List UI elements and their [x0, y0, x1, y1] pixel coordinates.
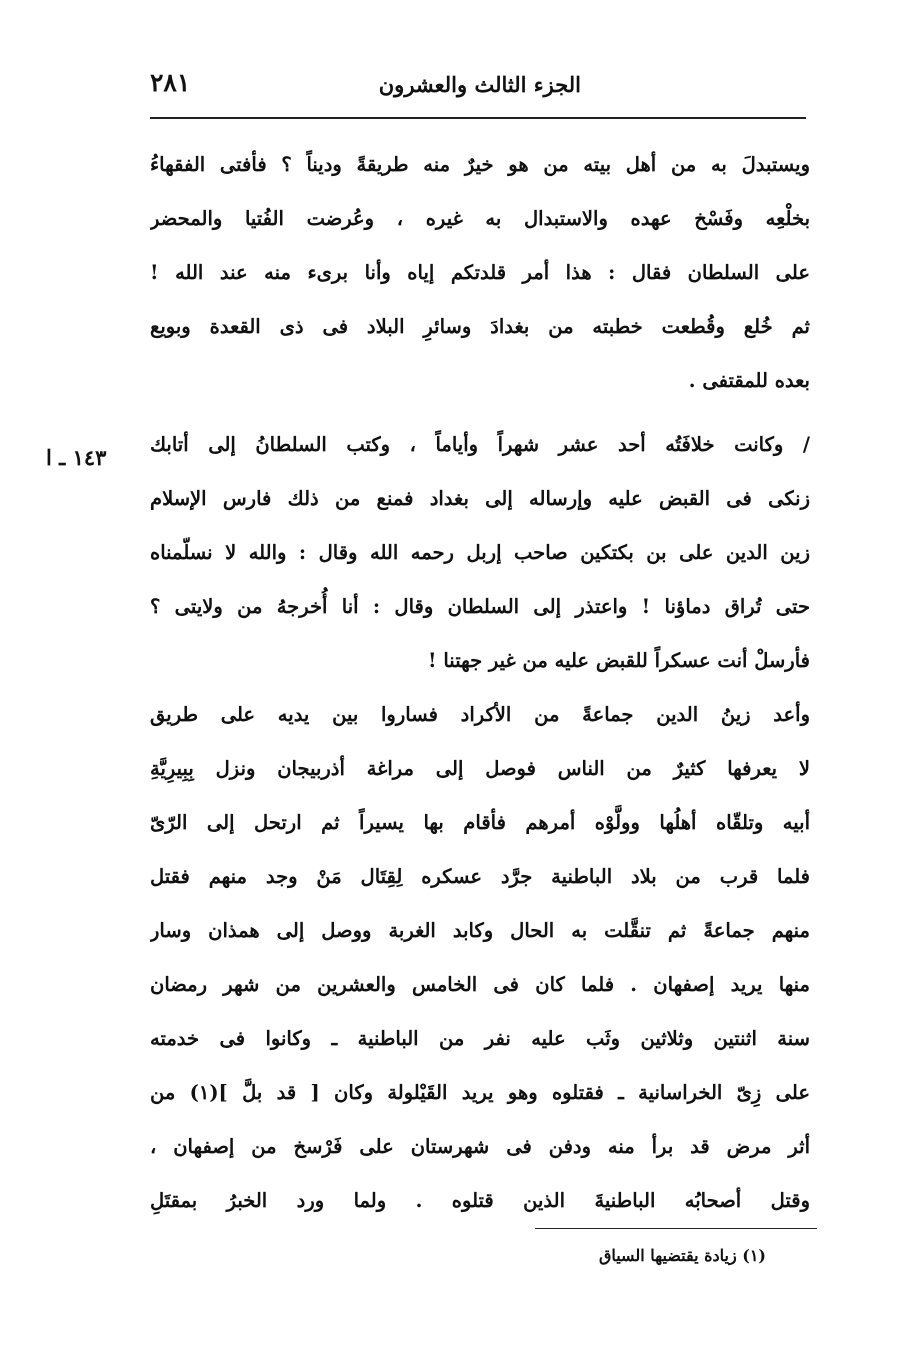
header-rule: [150, 117, 806, 119]
footnote-rule: [535, 1228, 817, 1229]
text-line: حتى تُراق دماؤنا ! واعتذر إلى السلطان وقال : أنا أُخرجهُ من ولايتى ؟: [150, 595, 810, 618]
text-line: سنة اثنتين وثلاثين وثَب عليه نفر من الباطنية ـ وكانوا فى خدمته: [150, 1027, 810, 1050]
text-line: لا يعرفها كثيرٌ من الناس فوصل إلى مراغة أذربيجان ونزل بِبِيرِيَّةِ: [150, 757, 810, 780]
paragraph: [150, 138, 810, 408]
paragraph: [150, 418, 810, 688]
text-line: منهم جماعةً ثم تنقَّلت به الحال وكابد الغربة ووصل إلى همذان وسار: [150, 919, 810, 942]
paragraph-gap: [150, 408, 810, 418]
text-line: زين الدين على بن بكتكين صاحب إربل رحمه الله وقال : والله لا نسلّمناه: [150, 541, 810, 564]
text-line: / وكانت خلافَتُه أحد عشر شهراً وأياماً ، وكتب السلطانُ إلى أتابك: [150, 433, 810, 456]
page-header: [150, 68, 806, 108]
text-line: بخلْعِه وفَسْخ عهده والاستبدال به غيره ، وعُرضت الفُتيا والمحضر: [150, 207, 810, 230]
text-line: وقتل أصحابُه الباطنيةَ الذين قتلوه . ولما ورد الخبرُ بمقتَلِ: [150, 1189, 810, 1212]
margin-reference: ١٤٣ ـ ا: [46, 445, 107, 470]
body-text: [150, 138, 810, 1228]
text-line: منها يريد إصفهان . فلما كان فى الخامس والعشرين من شهر رمضان: [150, 973, 810, 996]
text-line: على زِىّ الخراسانية ـ فقتلوه وهو يريد القَيْلولة وكان [ قد بلَّ ](١) من: [150, 1081, 810, 1104]
text-line: على السلطان فقال : هذا أمر قلدتكم إياه وأنا برىء منه عند الله !: [150, 261, 810, 284]
text-line: أبيه وتلقّاه أهلُها وولَّوْه أمرهم فأقام بها يسيراً ثم ارتحل إلى الرّىّ: [150, 811, 810, 834]
text-line: فلما قرب من بلاد الباطنية جرَّد عسكره لِقِتَال مَنْ وجد منهم فقتل: [150, 865, 810, 888]
text-line: وأعد زينُ الدين جماعةً من الأكراد فساروا بين يديه على طريق: [150, 703, 810, 726]
paragraph: [150, 688, 810, 1228]
text-line: ويستبدلَ به من أهل بيته من هو خيرٌ منه طريقةً وديناً ؟ فأفتى الفقهاءُ: [150, 153, 810, 176]
text-line: زنكى فى القبض عليه وإرساله إلى بغداد فمنع من ذلك فارس الإسلام: [150, 487, 810, 510]
text-line: فأرسلْ أنت عسكراً للقبض عليه من غير جهتنا !: [428, 649, 810, 672]
text-line: ثم خُلع وقُطعت خطبته من بغدادَ وسائرِ البلاد فى ذى القعدة وبويع: [150, 315, 810, 338]
footnote: (١) زيادة يقتضيها السياق: [598, 1246, 766, 1265]
text-line: بعده للمقتفى .: [688, 369, 810, 392]
page-number: ٢٨١: [150, 68, 191, 97]
text-line: أثر مرض قد برأ منه ودفن فى شهرستان على فَرْسخ من إصفهان ،: [150, 1135, 810, 1158]
running-head: الجزء الثالث والعشرون: [378, 72, 581, 97]
